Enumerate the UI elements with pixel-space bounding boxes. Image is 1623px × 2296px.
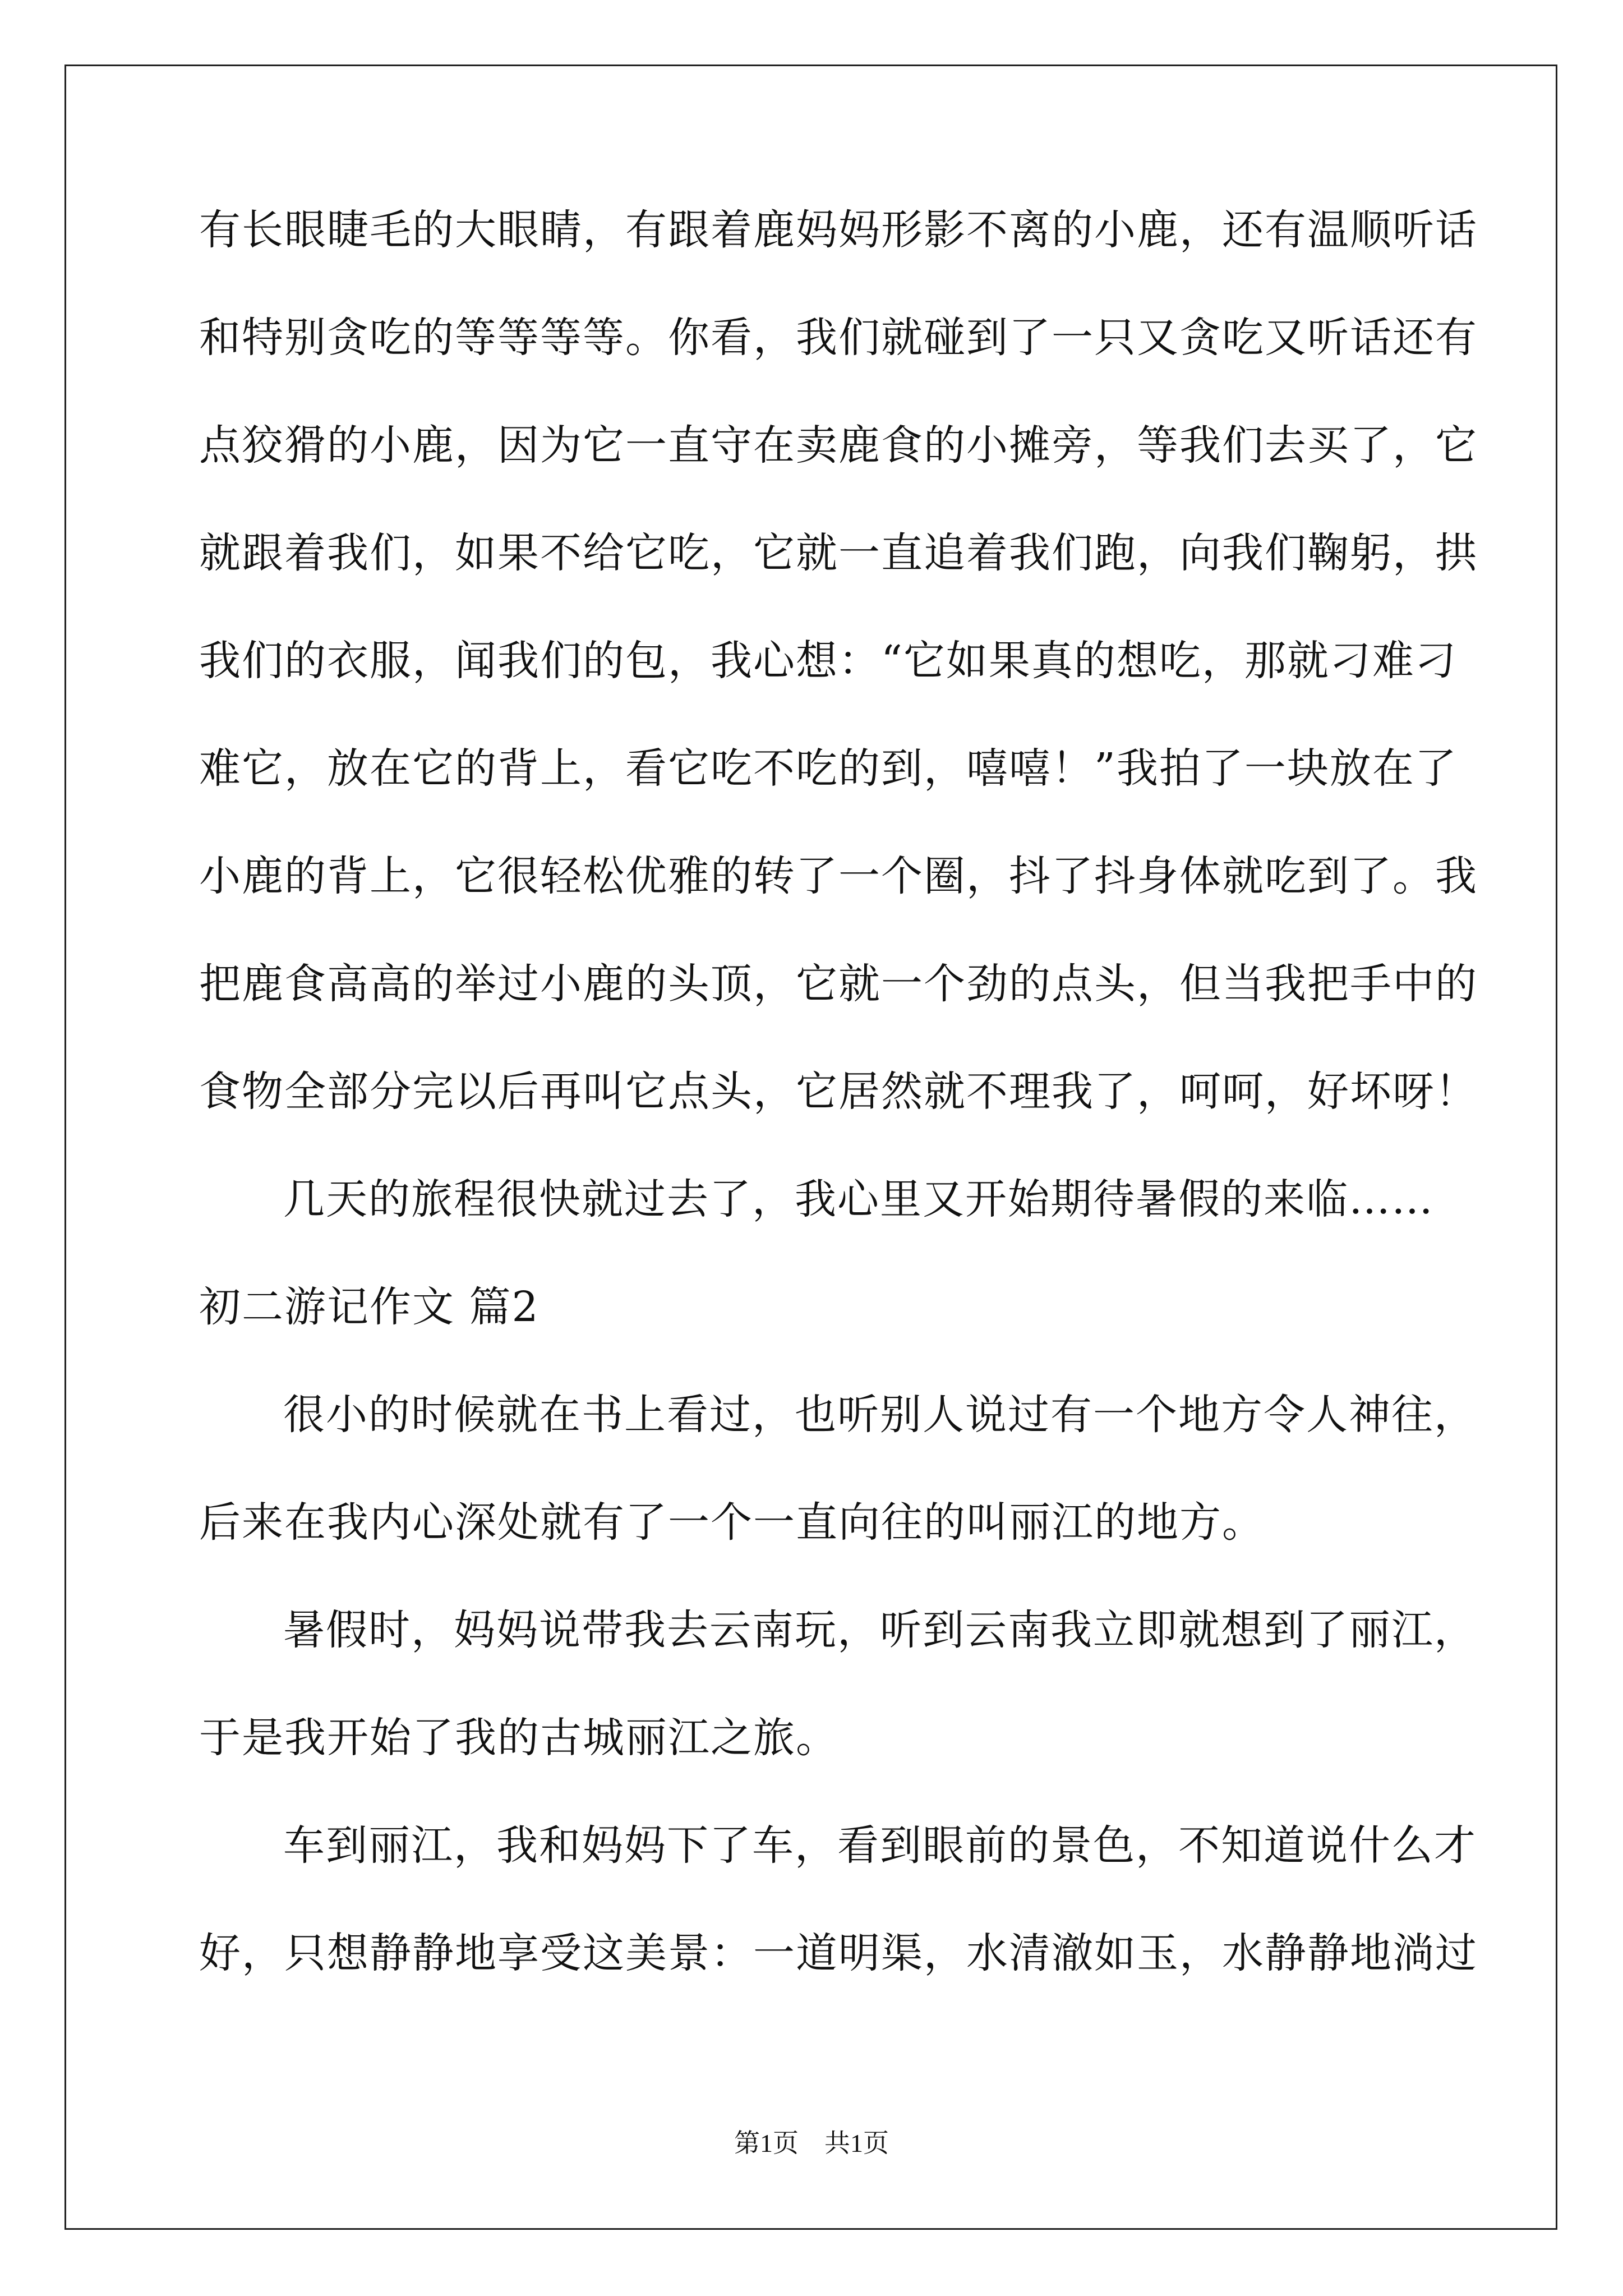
paragraph-line: 食物全部分完以后再叫它点头，它居然就不理我了，呵呵，好坏呀！ <box>199 1068 1478 1116</box>
paragraph-line: 小鹿的背上，它很轻松优雅的转了一个圈，抖了抖身体就吃到了。我 <box>199 852 1478 900</box>
paragraph-line: 有长眼睫毛的大眼睛，有跟着鹿妈妈形影不离的小鹿，还有温顺听话 <box>199 206 1478 254</box>
paragraph-line: 把鹿食高高的举过小鹿的头顶，它就一个劲的点头，但当我把手中的 <box>199 960 1478 1008</box>
paragraph-line: 很小的时候就在书上看过，也听别人说过有一个地方令人神往， <box>283 1391 1477 1439</box>
paragraph-line: 几天的旅程很快就过去了，我心里又开始期待暑假的来临…… <box>283 1175 1434 1223</box>
paragraph-line: 暑假时，妈妈说带我去云南玩，听到云南我立即就想到了丽江， <box>283 1606 1477 1654</box>
section-heading: 初二游记作文 篇2 <box>199 1283 540 1331</box>
page-border <box>64 65 1557 2230</box>
paragraph-line: 我们的衣服，闻我们的包，我心想：“它如果真的想吃，那就刁难刁 <box>199 637 1458 685</box>
paragraph-line: 于是我开始了我的古城丽江之旅。 <box>199 1714 838 1762</box>
paragraph-line: 车到丽江，我和妈妈下了车，看到眼前的景色，不知道说什么才 <box>283 1821 1477 1870</box>
paragraph-line: 好，只想静静地享受这美景：一道明渠，水清澈如玉，水静静地淌过 <box>199 1929 1478 1977</box>
page-number: 第1页 共1页 <box>734 2129 889 2157</box>
paragraph-line: 点狡猾的小鹿，因为它一直守在卖鹿食的小摊旁，等我们去买了，它 <box>199 421 1478 470</box>
paragraph-line: 就跟着我们，如果不给它吃，它就一直追着我们跑，向我们鞠躬，拱 <box>199 529 1478 577</box>
paragraph-line: 后来在我内心深处就有了一个一直向往的叫丽江的地方。 <box>199 1498 1265 1547</box>
paragraph-line: 和特别贪吃的等等等等。你看，我们就碰到了一只又贪吃又听话还有 <box>199 314 1478 362</box>
paragraph-line: 难它，放在它的背上，看它吃不吃的到，嘻嘻！”我拍了一块放在了 <box>199 744 1458 793</box>
